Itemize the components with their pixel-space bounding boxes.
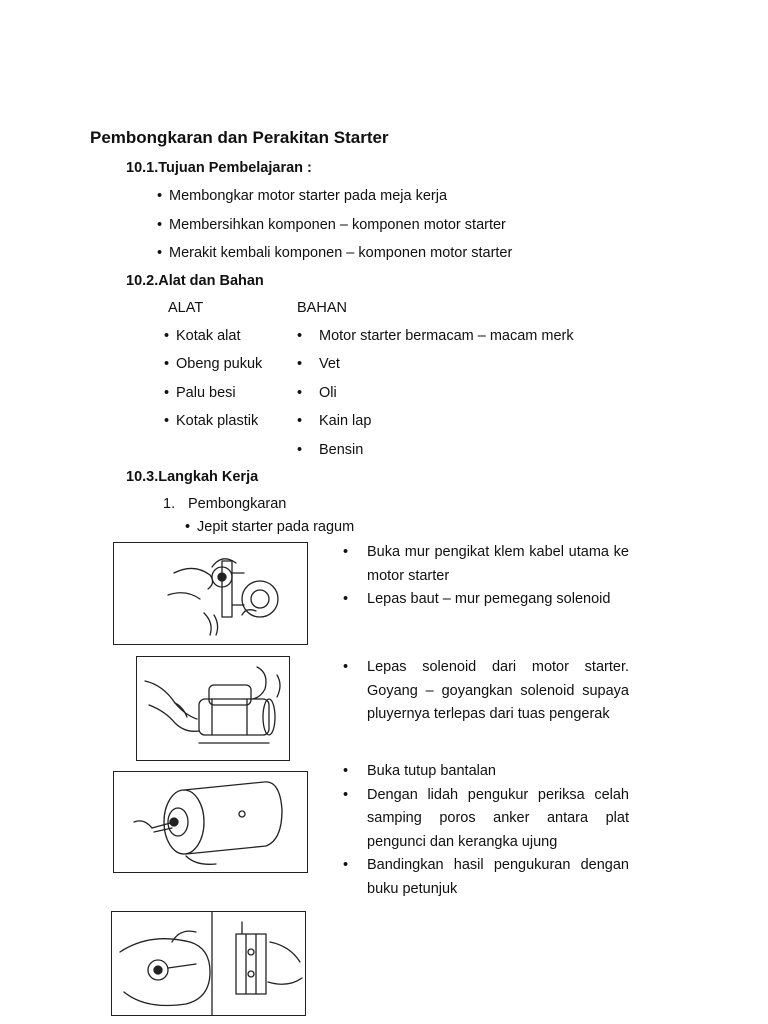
list-item: • Buka mur pengikat klem kabel utama ke motor starter [343, 544, 629, 584]
list-item: • Lepas solenoid dari motor starter. Goyang – goyangkan solenoid supaya pluyernya terlepas dari tuas pengerak [343, 659, 629, 722]
section-heading-langkah-kerja: 10.3.Langkah Kerja [126, 469, 259, 485]
page-title: Pembongkaran dan Perakitan Starter [90, 128, 389, 147]
numbered-step: 1. Pembongkaran [163, 496, 287, 512]
bahan-item: • Bensin [297, 442, 364, 458]
alat-item: • Kotak alat [164, 328, 241, 344]
list-item: • Jepit starter pada ragum [185, 519, 355, 535]
list-item: • Membersihkan komponen – komponen motor starter [157, 217, 506, 233]
bahan-column-header: BAHAN [297, 300, 347, 316]
list-item: • Merakit kembali komponen – komponen motor starter [157, 245, 513, 261]
list-item: • Lepas baut – mur pemegang solenoid [343, 591, 611, 607]
figure-remove-solenoid [136, 656, 290, 761]
figure-step-text [343, 541, 629, 612]
figure-step-text [343, 760, 629, 901]
list-item: • Buka tutup bantalan [343, 763, 496, 779]
bahan-item: • Kain lap [297, 413, 372, 429]
alat-item: • Kotak plastik [164, 413, 259, 429]
alat-column-header: ALAT [168, 300, 204, 316]
list-item: • Bandingkan hasil pengukuran dengan buku petunjuk [343, 857, 629, 897]
list-item: • Dengan lidah pengukur periksa celah samping poros anker antara plat pengunci dan kerangka ujung [343, 786, 629, 850]
section-heading-alat-bahan: 10.2.Alat dan Bahan [126, 273, 264, 289]
bahan-item: • Oli [297, 385, 337, 401]
bahan-item: • Motor starter bermacam – macam merk [297, 328, 574, 344]
figure-starter-in-vise [113, 542, 308, 645]
figure-measure-gap [111, 911, 306, 1016]
figure-step-text [343, 656, 629, 727]
section-heading-tujuan: 10.1.Tujuan Pembelajaran : [126, 160, 312, 176]
figure-bearing-cover [113, 771, 308, 873]
alat-item: • Obeng pukuk [164, 356, 263, 372]
bahan-item: • Vet [297, 356, 340, 372]
alat-item: • Palu besi [164, 385, 236, 401]
list-item: • Membongkar motor starter pada meja kerja [157, 188, 448, 204]
